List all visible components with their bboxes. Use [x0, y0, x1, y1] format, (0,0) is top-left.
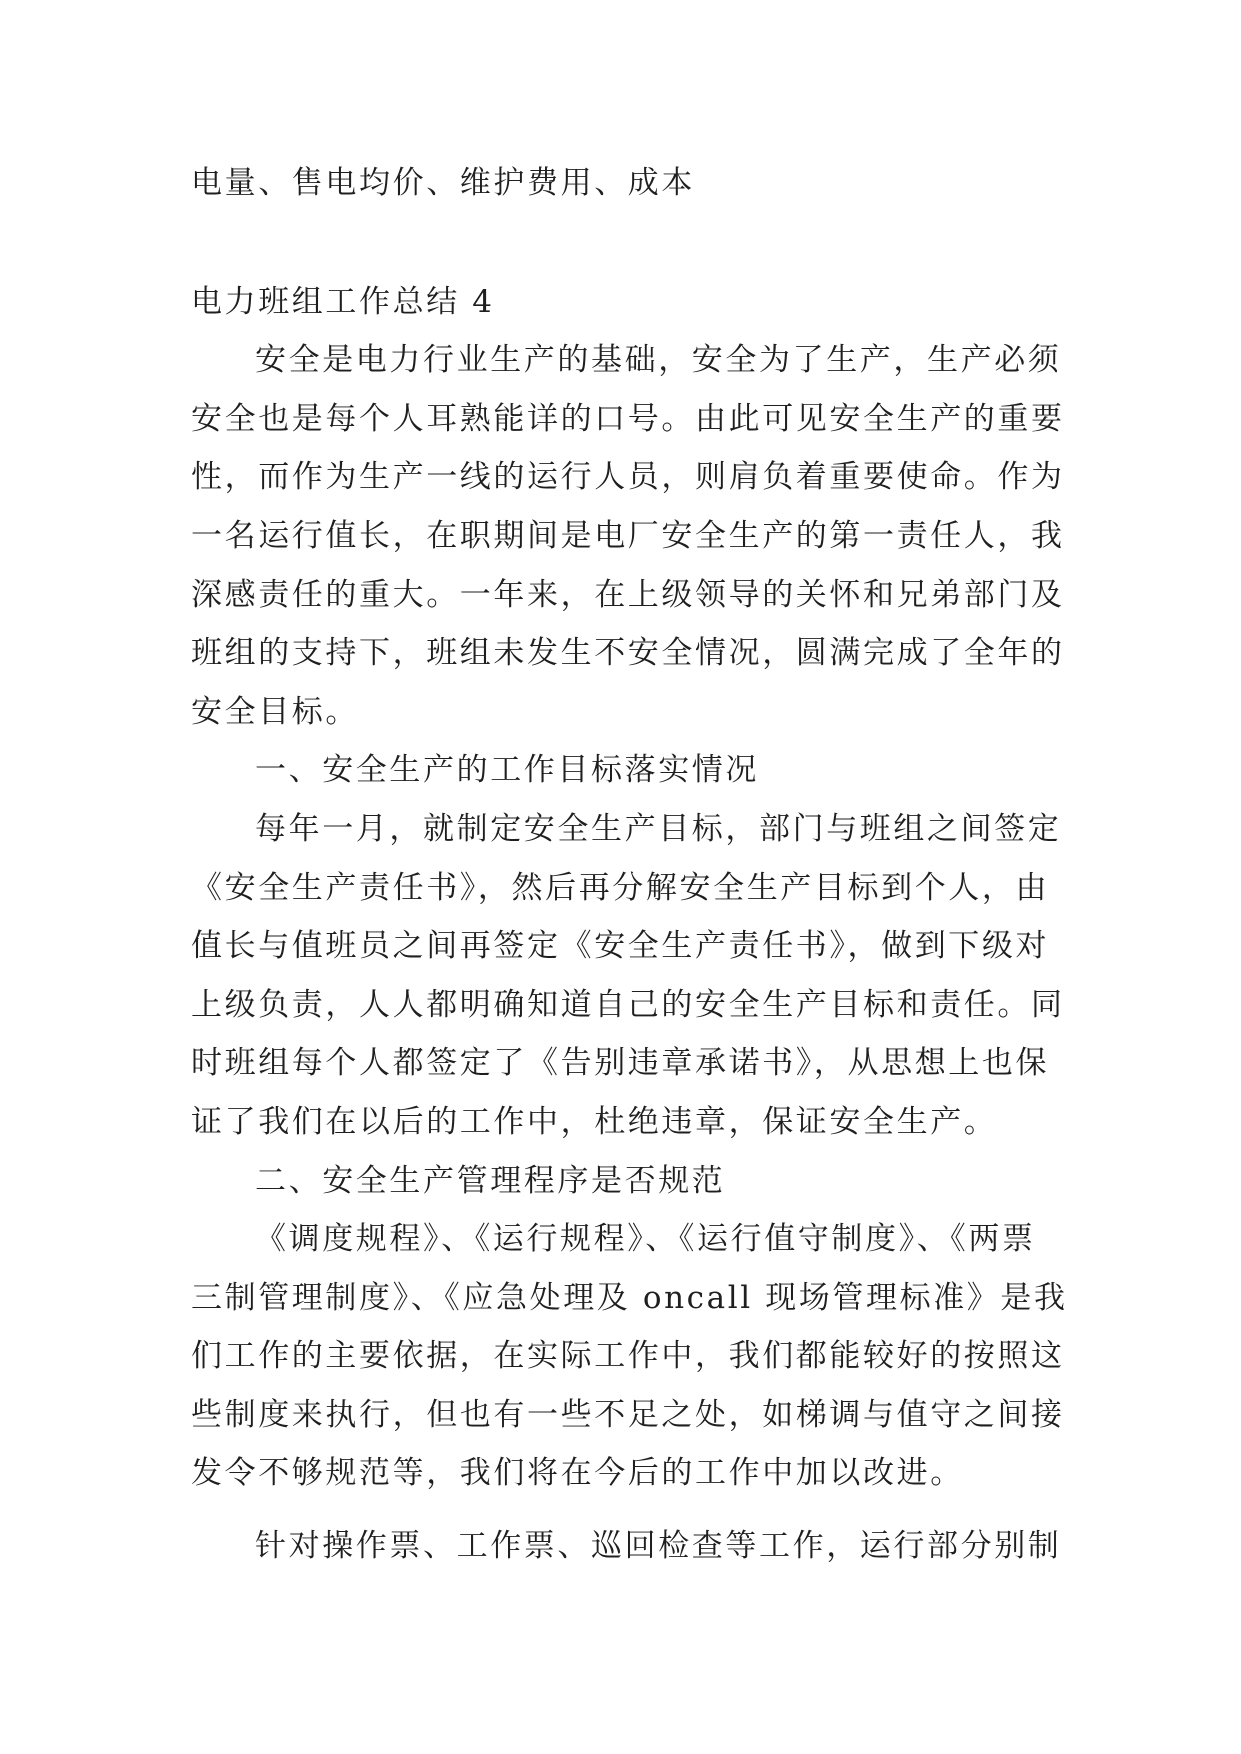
subheading-1: [191, 741, 1050, 800]
paragraph-line: 些制度来执行，但也有一些不足之处，如梯调与值守之间接: [191, 1396, 1065, 1433]
paragraph-line: 性，而作为生产一线的运行人员，则肩负着重要使命。作为: [191, 459, 1065, 496]
paragraph-line: 安全是电力行业生产的基础，安全为了生产，生产必须: [255, 342, 1062, 379]
subheading-text: 一、安全生产的工作目标落实情况: [255, 752, 759, 789]
paragraph-line: 值长与值班员之间再签定《安全生产责任书》，做到下级对: [191, 928, 1050, 965]
paragraph-line: 时班组每个人都签定了《告别违章承诺书》，从思想上也保: [191, 1045, 1050, 1082]
prelude-text: 电量、售电均价、维护费用、成本: [191, 165, 695, 201]
paragraph-line: 安全也是每个人耳熟能详的口号。由此可见安全生产的重要: [191, 400, 1065, 437]
paragraph-line: 一名运行值长，在职期间是电厂安全生产的第一责任人，我: [191, 517, 1065, 554]
paragraph-line: 针对操作票、工作票、巡回检查等工作，运行部分别制: [255, 1528, 1062, 1565]
paragraph-line: 《安全生产责任书》，然后再分解安全生产目标到个人，由: [191, 869, 1050, 906]
paragraph-line: 每年一月，就制定安全生产目标，部门与班组之间签定: [255, 810, 1062, 847]
paragraph-goals: [191, 800, 1065, 1152]
paragraph-operations: [191, 1517, 1062, 1576]
paragraph-line: 上级负责，人人都明确知道自己的安全生产目标和责任。同: [191, 986, 1065, 1023]
paragraph-line: 三制管理制度》、《应急处理及 oncall 现场管理标准》是我: [191, 1279, 1068, 1316]
paragraph-line: 安全目标。: [191, 693, 359, 730]
paragraph-line: 班组的支持下，班组未发生不安全情况，圆满完成了全年的: [191, 635, 1065, 672]
paragraph-line: 《调度规程》、《运行规程》、《运行值守制度》、《两票: [255, 1221, 1036, 1258]
subheading-text: 二、安全生产管理程序是否规范: [255, 1162, 726, 1199]
document-body: [191, 154, 1068, 1576]
paragraph-line: 们工作的主要依据，在实际工作中，我们都能较好的按照这: [191, 1338, 1065, 1375]
paragraph-intro: [191, 331, 1065, 741]
paragraph-line: 证了我们在以后的工作中，杜绝违章，保证安全生产。: [191, 1103, 998, 1140]
paragraph-line: 发令不够规范等，我们将在今后的工作中加以改进。: [191, 1455, 964, 1492]
section-title: 电力班组工作总结 4: [191, 283, 495, 320]
subheading-2: [191, 1152, 1050, 1211]
paragraph-line: 深感责任的重大。一年来，在上级领导的关怀和兄弟部门及: [191, 576, 1065, 613]
paragraph-procedures: [191, 1210, 1068, 1503]
